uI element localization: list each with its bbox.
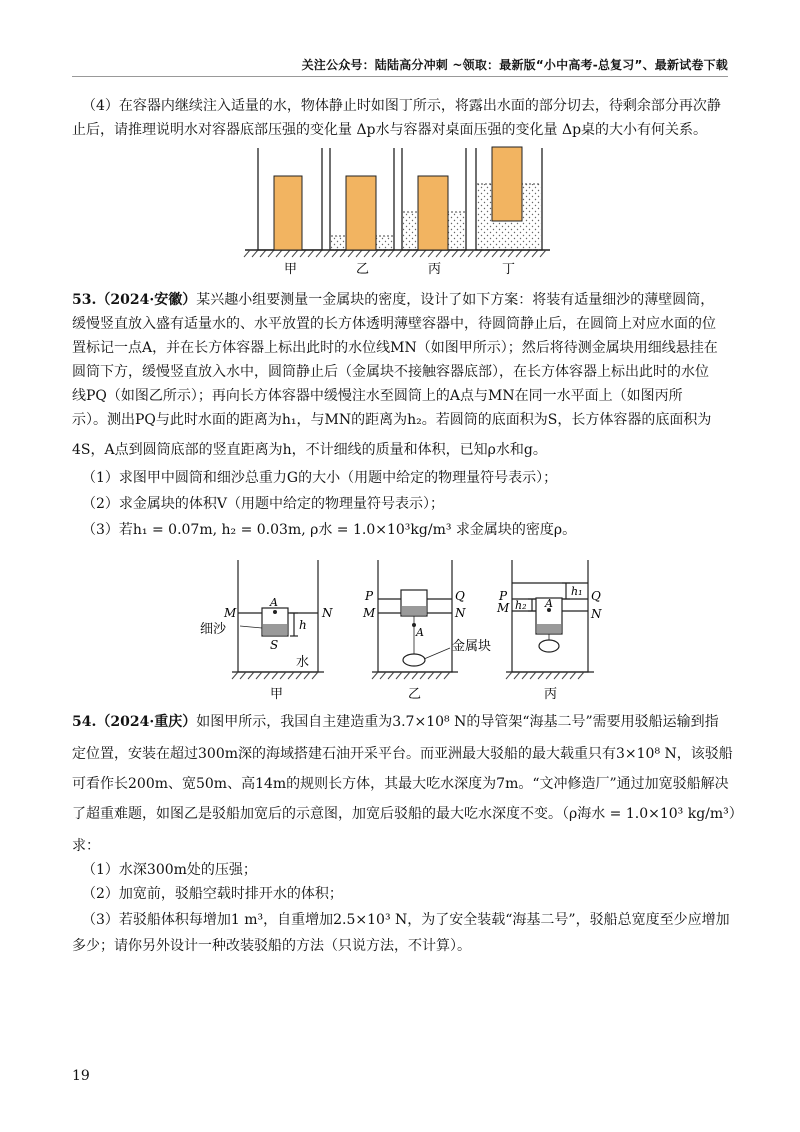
fig1-label-ding: 丁 (502, 262, 516, 277)
fig1-label-jia: 甲 (284, 262, 298, 277)
fig2-label-jia: 甲 (270, 687, 284, 702)
fig2-label-bing: 丙 (544, 687, 558, 702)
q53-sub3: （3）若h₁ = 0.07m, h₂ = 0.03m, ρ水 = 1.0×10³kg/m³ 求金属块的密度ρ。 (82, 522, 577, 538)
q53-line4: 圆筒下方，缓慢竖直放入水中，圆筒静止后（金属块不接触容器底部），在长方体容器上标出此时的水位 (72, 364, 709, 380)
jia-label-water: 水 (296, 655, 310, 670)
fig1-label-bing: 丙 (428, 262, 442, 277)
jia-label-sand: 细沙 (200, 622, 227, 637)
q53-line1: 53.（2024·安徽）某兴趣小组要测量一金属块的密度，设计了如下方案：将装有适量细沙的薄壁圆筒， (72, 292, 715, 308)
jia-label-A: A (270, 596, 278, 609)
yi-label-metal: 金属块 (452, 639, 492, 654)
figure-cylinder-experiment (0, 556, 800, 706)
container-ding (476, 147, 542, 250)
q52-part4-line1: （4）在容器内继续注入适量的水，物体静止时如图丁所示，将露出水面的部分切去，待剩余部分再次静 (82, 98, 721, 114)
q54-line1: 54.（2024·重庆）如图甲所示，我国自主建造重为3.7×10⁸ N的导管架“海基二号”需要用驳船运输到指 (72, 714, 719, 730)
bing-label-A: A (545, 597, 553, 610)
q54-sub2: （2）加宽前，驳船空载时排开水的体积； (82, 886, 343, 902)
bing-label-P: P (499, 589, 508, 603)
q53-sub2: （2）求金属块的体积V（用题中给定的物理量符号表示）； (82, 496, 445, 512)
page-header: 关注公众号：陆陆高分冲刺 ~领取：最新版“小中高考-总复习”、最新试卷下载 (301, 58, 728, 72)
q54-line5: 求： (72, 838, 100, 854)
panel-jia (232, 560, 324, 672)
yi-label-P: P (365, 589, 374, 603)
q54-sub3-cont: 多少；请你另外设计一种改装驳船的方法（只说方法，不计算）。 (72, 938, 471, 954)
container-yi (330, 148, 394, 250)
q54-sub1: （1）水深300m处的压强； (82, 862, 257, 878)
page-number: 19 (72, 1068, 90, 1084)
q54-line2: 定位置，安装在超过300m深的海域搭建石油开采平台。而亚洲最大驳船的最大载重只有3×10⁸ N，该驳船 (72, 746, 733, 762)
q53-sub1: （1）求图甲中圆筒和细沙总重力G的大小（用题中给定的物理量符号表示）； (82, 470, 558, 486)
jia-label-h: h (299, 618, 307, 632)
yi-label-A: A (416, 626, 424, 639)
header-rule (72, 76, 728, 77)
panel-yi (372, 560, 458, 672)
q54-line4: 了超重难题，如图乙是驳船加宽后的示意图，加宽后驳船的最大吃水深度不变。（ρ海水 = 1.0×10³ kg/m³） (72, 806, 743, 822)
jia-label-S: S (270, 638, 279, 652)
q54-sub3: （3）若驳船体积每增加1 m³，自重增加2.5×10³ N，为了安全装载“海基二号”，驳船总宽度至少应增加 (82, 912, 730, 928)
yi-label-M: M (363, 606, 376, 620)
bing-label-h2: h₂ (515, 599, 527, 612)
bing-label-M: M (497, 601, 510, 615)
ground-hatch (244, 250, 546, 257)
q53-line7: 4S，A点到圆筒底部的竖直距离为h，不计细线的质量和体积，已知ρ水和g。 (72, 442, 547, 458)
fig2-label-yi: 乙 (408, 687, 422, 702)
container-bing (402, 148, 466, 250)
q53-line2: 缓慢竖直放入盛有适量水的、水平放置的长方体透明薄壁容器中，待圆筒静止后，在圆筒上对应水面的位 (72, 316, 716, 332)
q53-number: 53.（2024·安徽） (72, 292, 197, 308)
yi-label-Q: Q (455, 589, 465, 603)
container-jia (258, 148, 322, 250)
q53-line5: 线PQ（如图乙所示）；再向长方体容器中缓慢注水至圆筒上的A点与MN在同一水平面上（如图丙所 (72, 388, 683, 404)
jia-label-N: N (322, 606, 333, 620)
q53-line3: 置标记一点A，并在长方体容器上标出此时的水位线MN（如图甲所示）；然后将待测金属块用细线悬挂在 (72, 340, 718, 356)
bing-label-Q: Q (591, 589, 601, 603)
jia-label-M: M (224, 606, 237, 620)
bing-label-N: N (591, 607, 602, 621)
yi-label-N: N (455, 606, 466, 620)
panel-bing (506, 560, 594, 672)
q54-line3: 可看作长200m、宽50m、高14m的规则长方体，其最大吃水深度为7m。“文冲修造厂”通过加宽驳船解决 (72, 776, 729, 792)
fig1-label-yi: 乙 (356, 262, 370, 277)
figure-containers (0, 143, 800, 278)
q54-number: 54.（2024·重庆） (72, 714, 197, 730)
q53-line6: 示）。测出PQ与此时水面的距离为h₁，与MN的距离为h₂。若圆筒的底面积为S，长方体容器的底面积为 (72, 412, 712, 428)
q52-part4-line2: 止后，请推理说明水对容器底部压强的变化量 Δp水与容器对桌面压强的变化量 Δp桌的大小有何关系。 (72, 122, 708, 138)
bing-label-h1: h₁ (571, 585, 583, 598)
